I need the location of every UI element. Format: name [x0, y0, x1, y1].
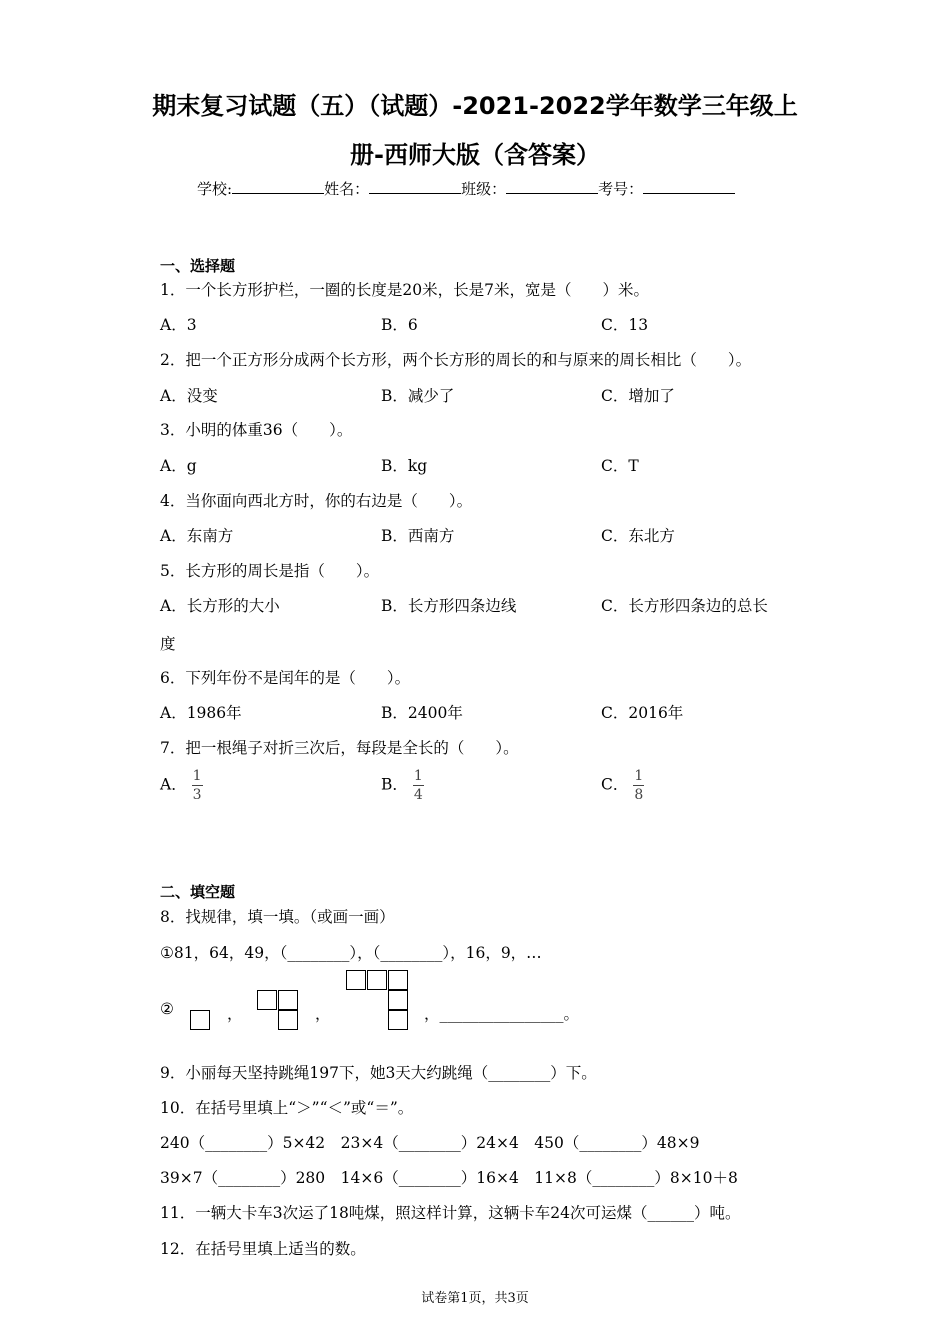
q8-answer-blank[interactable]: ________________	[439, 1005, 564, 1023]
exam-no-blank[interactable]	[643, 179, 735, 194]
q2-option-a[interactable]: A．没变	[160, 387, 218, 405]
q5-option-a[interactable]: A．长方形的大小	[160, 597, 280, 615]
q8-blank-2[interactable]: ________	[380, 944, 443, 962]
question-5: 5．长方形的周长是指（ ）。	[160, 562, 380, 580]
q2-option-c[interactable]: C．增加了	[601, 387, 675, 405]
question-10: 10．在括号里填上“＞”“＜”或“＝”。	[160, 1099, 414, 1117]
class-blank[interactable]	[506, 179, 598, 194]
q10-row-2[interactable]: 39×7（________）280 14×6（________）16×4 11×8（________）8×10＋8	[160, 1169, 738, 1187]
question-12: 12．在括号里填上适当的数。	[160, 1240, 366, 1258]
question-3: 3．小明的体重36（ ）。	[160, 421, 353, 439]
question-1: 1．一个长方形护栏，一圈的长度是20米，长是7米，宽是（ ）米。	[160, 281, 649, 299]
q7-option-c-label: C．	[601, 775, 629, 794]
q8-sequence-line: ①81，64，49，（________），（________），16，9，…	[160, 944, 542, 962]
question-7: 7．把一根绳子对折三次后，每段是全长的（ ）。	[160, 739, 519, 757]
name-blank[interactable]	[369, 179, 461, 194]
q5-option-c[interactable]: C．长方形四条边的总长	[601, 597, 768, 615]
q7-option-a[interactable]	[160, 767, 203, 804]
q7-option-c[interactable]	[601, 767, 644, 804]
q5-option-b[interactable]: B．长方形四条边线	[381, 597, 517, 615]
question-6: 6．下列年份不是闰年的是（ ）。	[160, 669, 411, 687]
q4-option-b[interactable]: B．西南方	[381, 527, 455, 545]
pattern-comma-2: ，	[315, 1005, 331, 1023]
q2-option-b[interactable]: B．减少了	[381, 387, 455, 405]
q1-option-a[interactable]: A．3	[160, 316, 197, 334]
q8-blank-1[interactable]: ________	[287, 944, 350, 962]
pattern-comma-1: ，	[227, 1005, 243, 1023]
fraction-one-eighth: $\frac{1}{8}$	[634, 768, 644, 803]
q7-option-b[interactable]	[381, 767, 424, 804]
page-title-line1: 期末复习试题（五）（试题）-2021-2022学年数学三年级上	[152, 92, 798, 120]
question-11: 11．一辆大卡车3次运了18吨煤，照这样计算，这辆卡车24次可运煤（______）吨。	[160, 1204, 741, 1222]
class-label: 班级：	[461, 180, 507, 198]
info-line	[197, 178, 735, 199]
q8-answer-line: ，________________。	[424, 1005, 580, 1023]
fraction-one-third: $\frac{1}{3}$	[192, 768, 202, 803]
q4-option-a[interactable]: A．东南方	[160, 527, 234, 545]
q7-option-b-label: B．	[381, 775, 408, 794]
q10-row-1[interactable]: 240（________）5×42 23×4（________）24×4 450（________）48×9	[160, 1134, 700, 1152]
page-footer: 试卷第1页，共3页	[421, 1291, 529, 1306]
q3-option-b[interactable]: B．kg	[381, 457, 428, 475]
page-title-line2: 册-西师大版（含答案）	[350, 141, 600, 169]
question-2: 2．把一个正方形分成两个长方形，两个长方形的周长的和与原来的周长相比（ ）。	[160, 351, 752, 369]
q3-option-a[interactable]: A．g	[160, 457, 197, 475]
school-label: 学校:	[197, 180, 233, 198]
q6-option-a[interactable]: A．1986年	[160, 704, 242, 722]
q1-option-b[interactable]: B．6	[381, 316, 418, 334]
fraction-one-quarter: $\frac{1}{4}$	[413, 768, 423, 803]
name-label: 姓名：	[324, 180, 370, 198]
q4-option-c[interactable]: C．东北方	[601, 527, 675, 545]
q1-option-c[interactable]: C．13	[601, 316, 649, 334]
q8-pattern-marker: ②	[160, 1000, 174, 1018]
section1-title: 一、选择题	[160, 257, 236, 275]
q5-option-c-wrap: 度	[160, 635, 176, 653]
question-9: 9．小丽每天坚持跳绳197下，她3天大约跳绳（________）下。	[160, 1064, 597, 1082]
section2-title: 二、填空题	[160, 883, 236, 901]
question-4: 4．当你面向西北方时，你的右边是（ ）。	[160, 492, 473, 510]
q7-option-a-label: A．	[160, 775, 187, 794]
school-blank[interactable]	[232, 179, 324, 194]
question-8: 8．找规律，填一填。（或画一画）	[160, 908, 395, 926]
q6-option-c[interactable]: C．2016年	[601, 704, 684, 722]
q3-option-c[interactable]: C．T	[601, 457, 639, 475]
q6-option-b[interactable]: B．2400年	[381, 704, 463, 722]
exam-no-label: 考号：	[598, 180, 644, 198]
